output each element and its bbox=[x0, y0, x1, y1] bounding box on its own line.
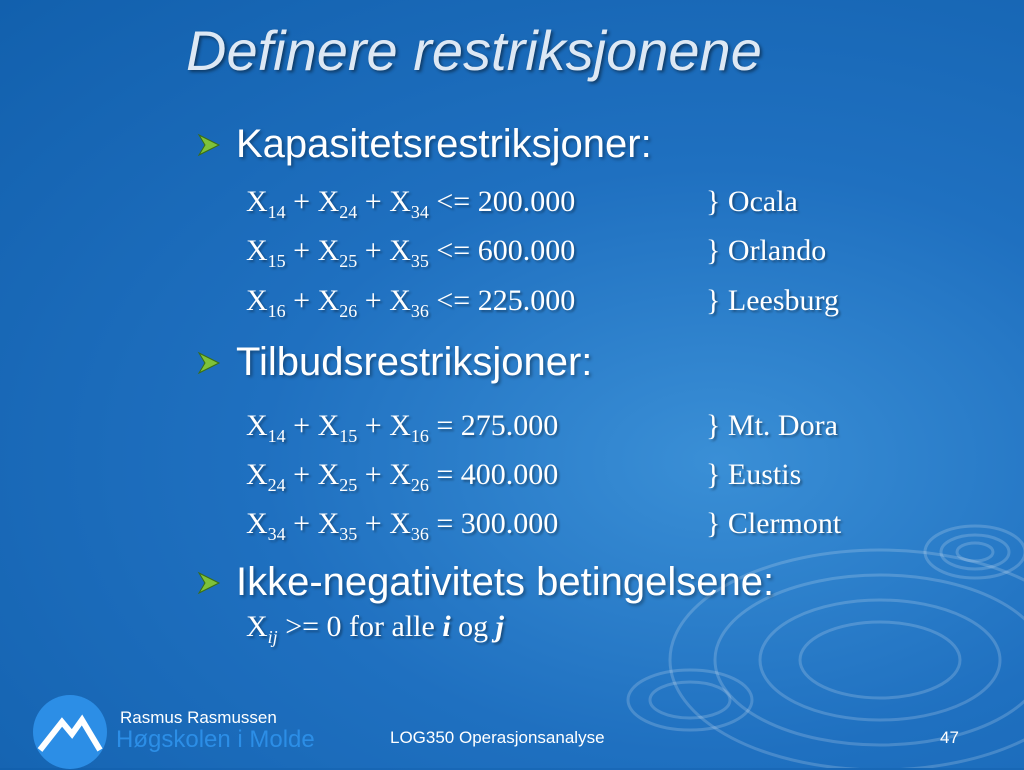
constraint-location: } Clermont bbox=[706, 507, 842, 540]
constraint-row: $X_{34} + X_{35} + X_{36} = 300.000$ bbox=[246, 507, 559, 544]
constraint-row: $X_{15} + X_{25} + X_{35} <= 600.000$ bbox=[246, 234, 576, 271]
constraint-row: $X_{24} + X_{25} + X_{26} = 400.000$ bbox=[246, 458, 559, 495]
section-kapasitet bbox=[196, 122, 652, 167]
section-ikke-negativitet bbox=[196, 560, 774, 605]
footer-course: LOG350 Operasjonsanalyse bbox=[390, 728, 605, 747]
hiMolde-logo-icon bbox=[32, 694, 108, 770]
footer-institution: Høgskolen i Molde bbox=[116, 726, 315, 753]
constraint-location: } Leesburg bbox=[706, 284, 839, 317]
constraint-location: } Eustis bbox=[706, 458, 802, 491]
arrow-bullet-icon bbox=[196, 132, 222, 158]
constraint-location: } Mt. Dora bbox=[706, 409, 838, 442]
section-heading: Ikke-negativitets betingelsene: bbox=[236, 560, 775, 604]
constraint-row: $X_{14} + X_{24} + X_{34} <= 200.000$ bbox=[246, 185, 576, 222]
page-number: 47 bbox=[940, 728, 959, 747]
slide-title: Definere restriksjonene bbox=[186, 19, 762, 82]
arrow-bullet-icon bbox=[196, 350, 222, 376]
footer-author: Rasmus Rasmussen bbox=[120, 708, 277, 727]
arrow-bullet-icon bbox=[196, 570, 222, 596]
constraint-location: } Ocala bbox=[706, 185, 798, 218]
section-heading: Tilbudsrestriksjoner: bbox=[236, 340, 593, 384]
constraint-location: } Orlando bbox=[706, 234, 827, 267]
constraint-row: $X_{14} + X_{15} + X_{16} = 275.000$ bbox=[246, 409, 559, 446]
nonnegativity-constraint: $X_{ij} >= 0$ for alle i og j bbox=[246, 610, 504, 647]
constraint-row: $X_{16} + X_{26} + X_{36} <= 225.000$ bbox=[246, 284, 576, 321]
section-heading: Kapasitetsrestriksjoner: bbox=[236, 122, 652, 166]
section-tilbud bbox=[196, 340, 592, 385]
